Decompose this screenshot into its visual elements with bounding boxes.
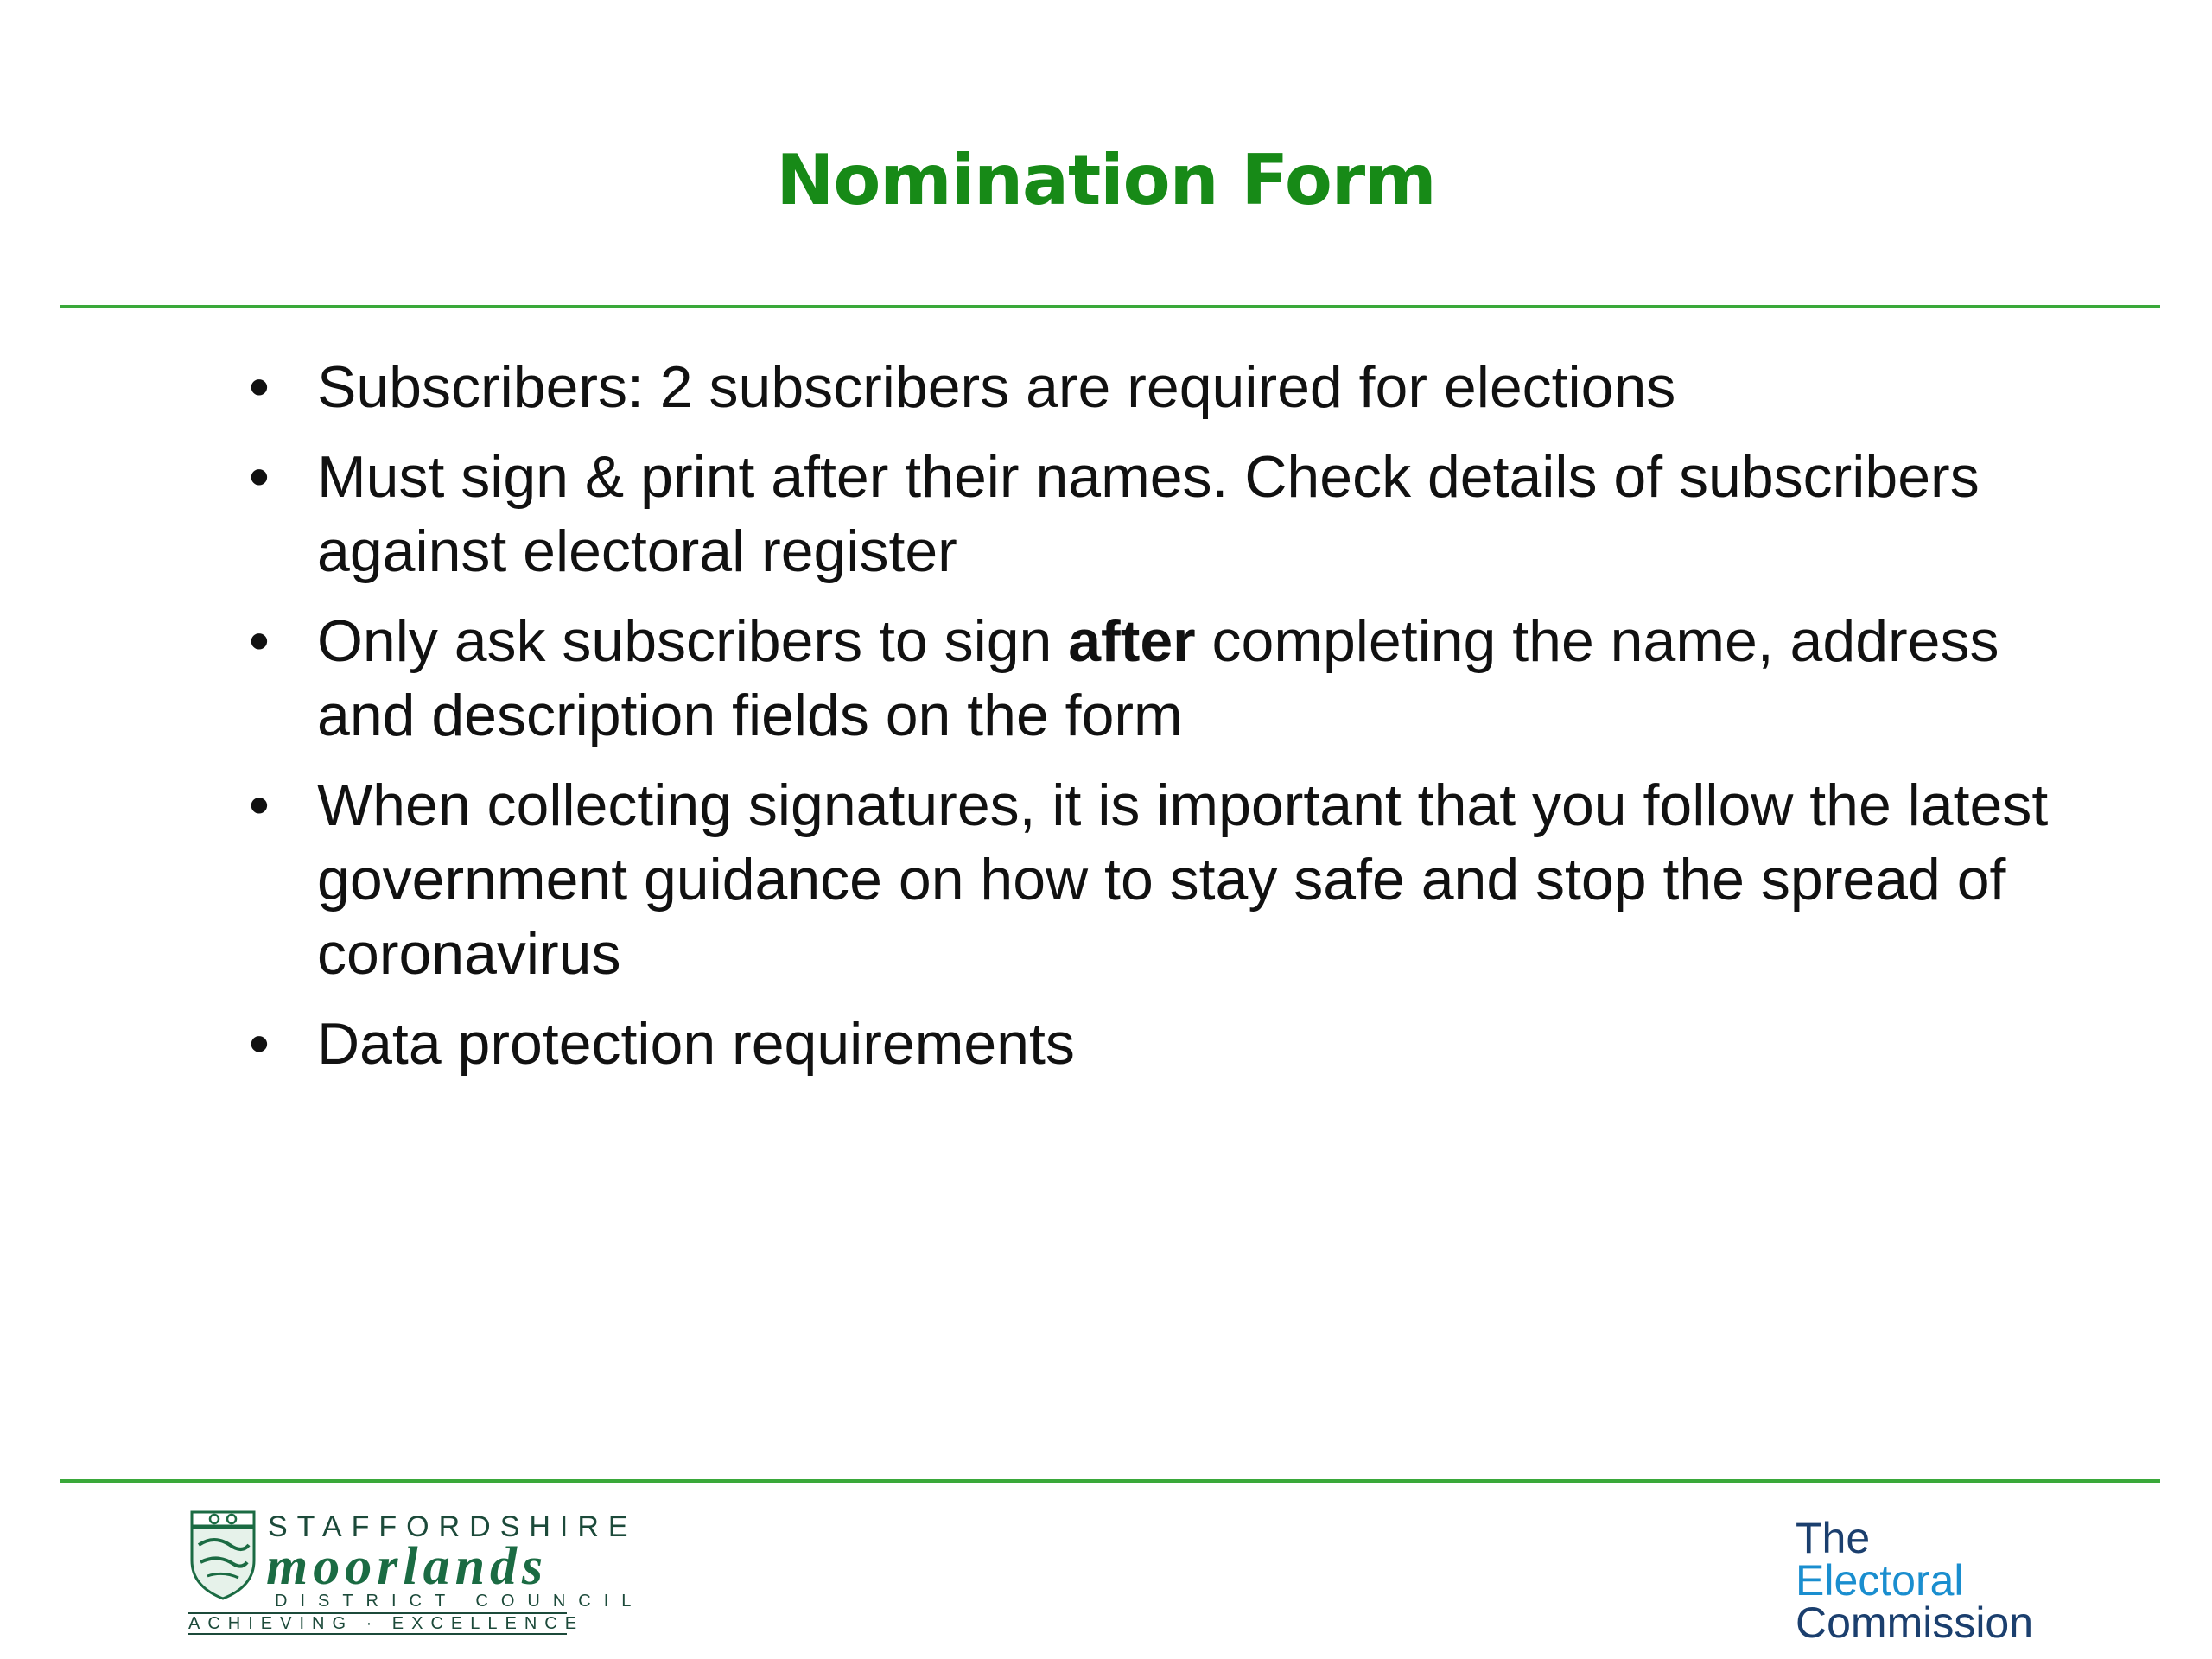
council-logo	[188, 1510, 645, 1635]
bullet-item	[0, 440, 2212, 588]
header-divider	[60, 305, 2160, 308]
council-crest-icon	[188, 1510, 257, 1600]
bullet-text-after: completing the name, address and description fields on the form	[317, 608, 1999, 748]
bullet-text: When collecting signatures, it is important that you follow the latest government guidance on how to stay safe and stop the spread of coronavirus	[317, 772, 2049, 987]
bullet-marker: •	[249, 608, 270, 674]
commission-logo-line3: Commission	[1796, 1599, 2034, 1647]
footer-divider	[60, 1479, 2160, 1483]
council-logo-tagline: ACHIEVING · EXCELLENCE	[188, 1614, 585, 1633]
council-logo-line1: STAFFORDSHIRE	[268, 1510, 638, 1543]
bullet-text-emphasis: after	[1068, 608, 1196, 674]
bullet-marker: •	[249, 1011, 270, 1077]
bullet-text: Data protection requirements	[317, 1011, 1075, 1077]
commission-logo-line1: The	[1796, 1514, 1871, 1562]
council-logo-line3: DISTRICT COUNCIL	[275, 1592, 645, 1611]
bullet-marker: •	[249, 772, 270, 838]
bullet-marker: •	[249, 354, 270, 420]
bullet-item	[0, 768, 2212, 991]
bullet-text: Subscribers: 2 subscribers are required for elections	[317, 354, 1676, 420]
commission-logo-line2: Electoral	[1796, 1556, 1964, 1605]
commission-logo	[1796, 1514, 2034, 1647]
slide-title: Nomination Form	[776, 140, 1436, 220]
bullet-marker: •	[249, 444, 270, 510]
bullet-item	[0, 604, 2212, 753]
bullet-item	[0, 1007, 2212, 1081]
council-logo-line2: moorlands	[266, 1537, 549, 1596]
bullet-text-before: Only ask subscribers to sign	[317, 608, 1069, 674]
bullet-list	[0, 350, 2212, 1096]
bullet-text: Must sign & print after their names. Check details of subscribers against electoral register	[317, 444, 1980, 584]
bullet-item	[0, 350, 2212, 424]
